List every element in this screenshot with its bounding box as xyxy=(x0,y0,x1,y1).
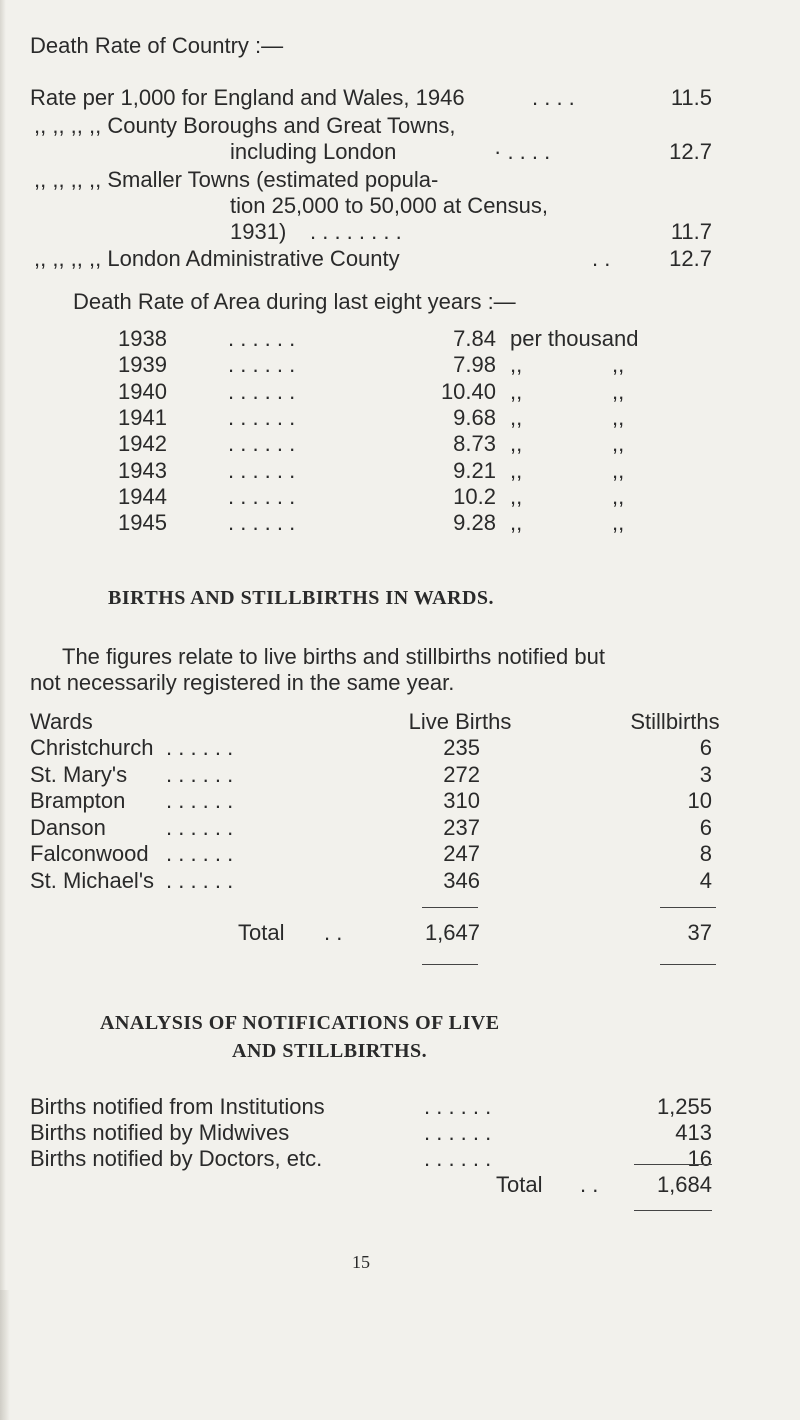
area-rate-ditto: ,, xyxy=(510,483,523,509)
country-rate-row-2-line-2: including London xyxy=(230,139,397,164)
page-edge-shadow-lower xyxy=(0,1290,10,1420)
area-rate-year: 1939 xyxy=(118,352,167,378)
ward-leader: . . . . . . xyxy=(166,735,234,760)
ward-live-births: 247 xyxy=(443,841,480,867)
area-rate-leader: . . . . . . xyxy=(228,431,296,457)
ward-live-births: 237 xyxy=(443,814,480,840)
analysis-total-value: 1,684 xyxy=(656,1172,712,1197)
area-rate-ditto: ,, xyxy=(510,510,523,536)
ward-live-births: 310 xyxy=(443,788,480,814)
analysis-title-line-2: AND STILLBIRTHS. xyxy=(232,1040,428,1062)
analysis-total-rule xyxy=(634,1164,712,1165)
area-rate-leader: . . . . . . xyxy=(228,404,296,430)
analysis-row-label: Births notified by Doctors, etc. xyxy=(30,1146,323,1171)
ward-name: Falconwood xyxy=(30,841,149,867)
area-rate-leader: . . . . . . xyxy=(228,378,296,404)
area-rate-leader: . . . . . . xyxy=(228,457,296,483)
area-rate-value: 9.21 xyxy=(453,457,496,483)
country-rate-row-3-line-1: ,, ,, ,, ,, Smaller Towns (estimated popula- xyxy=(34,167,439,192)
area-rate-value: 9.68 xyxy=(453,404,496,430)
country-rate-row-4-line-1: ,, ,, ,, ,, London Administrative County xyxy=(34,246,400,271)
country-death-rate-heading: Death Rate of Country :— xyxy=(30,33,284,58)
area-rate-year: 1942 xyxy=(118,431,167,457)
area-rate-value: 10.2 xyxy=(453,483,496,509)
area-rate-year: 1941 xyxy=(118,404,167,430)
area-rate-ditto: ,, xyxy=(612,483,625,509)
area-rate-unit: per thousand xyxy=(510,326,639,351)
country-rate-row-4-leader: . . xyxy=(592,246,611,271)
wards-column-header-stillbirths: Stillbirths xyxy=(630,709,720,734)
area-rate-ditto: ,, xyxy=(510,378,523,404)
wards-section-title: BIRTHS AND STILLBIRTHS IN WARDS. xyxy=(108,587,495,609)
analysis-row-label: Births notified by Midwives xyxy=(30,1120,290,1145)
analysis-total-leader: . . xyxy=(580,1172,599,1197)
analysis-row-value: 1,255 xyxy=(656,1094,712,1119)
area-rate-value: 7.98 xyxy=(453,352,496,378)
area-rate-value: 10.40 xyxy=(440,378,496,404)
country-rate-row-3-line-2: tion 25,000 to 50,000 at Census, xyxy=(230,193,549,218)
ward-stillbirths: 4 xyxy=(699,868,712,893)
ward-leader: . . . . . . xyxy=(166,841,234,867)
ward-stillbirths: 6 xyxy=(699,814,712,840)
country-rate-row-1-line-1: Rate per 1,000 for England and Wales, 1946 xyxy=(30,85,465,110)
wards-intro-line-2: not necessarily registered in the same year. xyxy=(30,670,455,695)
ward-stillbirths: 6 xyxy=(699,735,712,760)
wards-column-header-ward: Wards xyxy=(30,709,93,734)
page-edge-shadow xyxy=(0,0,6,1420)
area-rate-ditto: ,, xyxy=(612,404,625,430)
area-rate-value: 7.84 xyxy=(453,326,496,351)
ward-stillbirths: 3 xyxy=(699,761,712,787)
country-rate-row-2-line-1: ,, ,, ,, ,, County Boroughs and Great Towns, xyxy=(34,113,456,138)
analysis-row-label: Births notified from Institutions xyxy=(30,1094,325,1119)
ward-leader: . . . . . . xyxy=(166,868,234,893)
ward-name: Danson xyxy=(30,814,106,840)
page-number: 15 xyxy=(352,1252,370,1272)
analysis-row-leader: . . . . . . xyxy=(424,1146,492,1171)
area-rate-year: 1940 xyxy=(118,378,167,404)
wards-intro-line-1: The figures relate to live births and stillbirths notified but xyxy=(62,644,605,669)
country-rate-row-2-leader: · . . . . xyxy=(494,139,551,164)
country-rate-row-2-value: 12.7 xyxy=(669,139,712,164)
wards-live-double-rule xyxy=(422,964,478,965)
area-rate-ditto: ,, xyxy=(612,457,625,483)
analysis-row-value: 413 xyxy=(675,1120,712,1145)
area-rate-value: 8.73 xyxy=(453,431,496,457)
area-rate-ditto: ,, xyxy=(510,352,523,378)
wards-column-header-live-births: Live Births xyxy=(408,709,512,734)
area-rate-ditto: ,, xyxy=(612,431,625,457)
country-rate-row-1-value: 11.5 xyxy=(670,85,712,110)
wards-total-stillbirths: 37 xyxy=(687,920,712,945)
ward-stillbirths: 8 xyxy=(699,841,712,867)
ward-leader: . . . . . . xyxy=(166,761,234,787)
wards-still-double-rule xyxy=(660,964,716,965)
ward-leader: . . . . . . xyxy=(166,814,234,840)
analysis-row-leader: . . . . . . xyxy=(424,1094,492,1119)
area-rate-ditto: ,, xyxy=(612,378,625,404)
analysis-row-value: 16 xyxy=(687,1146,712,1171)
analysis-row-leader: . . . . . . xyxy=(424,1120,492,1145)
area-rate-ditto: ,, xyxy=(510,431,523,457)
country-rate-row-3-leader: . . . . . . . . xyxy=(310,219,402,244)
analysis-title-line-1: ANALYSIS OF NOTIFICATIONS OF LIVE xyxy=(100,1012,500,1034)
area-rate-leader: . . . . . . xyxy=(228,326,296,351)
area-rate-leader: . . . . . . xyxy=(228,483,296,509)
ward-name: Brampton xyxy=(30,788,126,814)
area-rate-ditto: ,, xyxy=(510,457,523,483)
ward-stillbirths: 10 xyxy=(687,788,712,814)
area-rate-ditto: ,, xyxy=(510,404,523,430)
wards-total-leader: . . xyxy=(324,920,343,945)
country-rate-row-3-value: 11.7 xyxy=(670,219,712,244)
wards-still-total-rule xyxy=(660,907,716,908)
country-rate-row-3-line-3: 1931) xyxy=(230,219,287,244)
area-rate-ditto: ,, xyxy=(612,352,625,378)
area-rate-leader: . . . . . . xyxy=(228,510,296,536)
wards-total-label: Total xyxy=(238,920,285,945)
area-rate-year: 1938 xyxy=(118,326,167,351)
ward-name: St. Mary's xyxy=(30,761,128,787)
ward-live-births: 346 xyxy=(443,868,480,893)
country-rate-row-4-value: 12.7 xyxy=(669,246,712,271)
area-rate-year: 1944 xyxy=(118,483,167,509)
country-rate-row-1-leader: . . . . xyxy=(532,85,575,110)
ward-live-births: 272 xyxy=(443,761,480,787)
area-rate-year: 1945 xyxy=(118,510,167,536)
analysis-total-double-rule xyxy=(634,1210,712,1211)
area-rate-leader: . . . . . . xyxy=(228,352,296,378)
wards-total-live-births: 1,647 xyxy=(424,920,480,945)
ward-leader: . . . . . . xyxy=(166,788,234,814)
area-rate-ditto: ,, xyxy=(612,510,625,536)
area-rate-year: 1943 xyxy=(118,457,167,483)
analysis-total-label: Total xyxy=(496,1172,543,1197)
ward-name: St. Michael's xyxy=(30,868,155,893)
area-rate-value: 9.28 xyxy=(453,510,496,536)
ward-live-births: 235 xyxy=(443,735,480,760)
area-death-rate-heading: Death Rate of Area during last eight years :— xyxy=(73,289,516,314)
ward-name: Christchurch xyxy=(30,735,154,760)
wards-live-total-rule xyxy=(422,907,478,908)
